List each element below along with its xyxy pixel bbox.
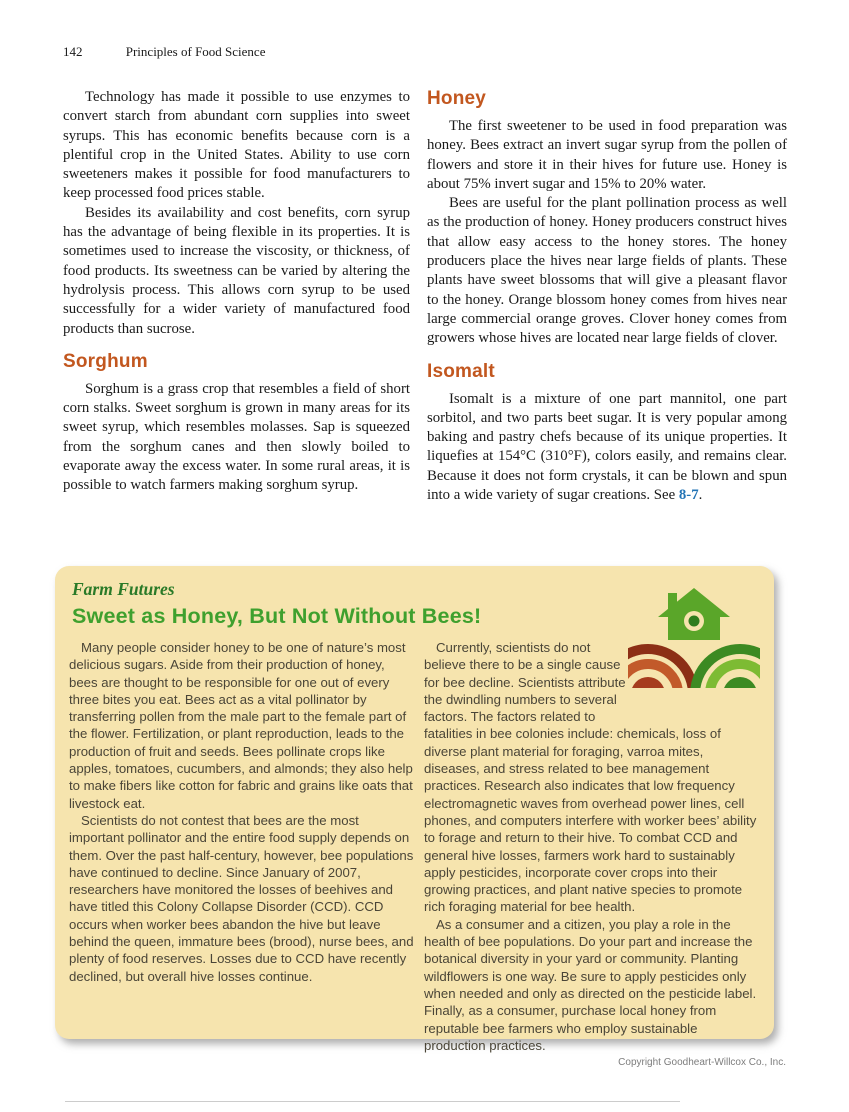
paragraph-isomalt — [427, 390, 787, 506]
feature-columns — [69, 639, 760, 1054]
section-heading-sorghum: Sorghum — [63, 350, 148, 372]
farm-house-fields-icon — [628, 586, 760, 688]
isomalt-text: Isomalt is a mixture of one part mannitol, one part sorbitol, and two parts beet sugar. It is very popular among baking and pastry chefs because of its unique properties. It liquefies at 154°C (310°F), colors easily, and remains clear. Because it does not form crystals, it can be blown and spun into a wide variety of sugar creations. See — [427, 390, 787, 504]
feature-paragraph-causes: Currently, scientists do not believe there to be a single cause for bee decline. Scientists attribute the dwindling numbers to several factors. The factors related to fatalities in bee colonies include: chemicals, loss of diverse plant material for foraging, varroa mites, diseases, and stress related to bee management practices. Research also indicates that low frequency electromagnetic waves from overhead power lines, cell phones, and computers interfere with worker bees’ ability to forage and return to their hive. To combat CCD and general hive losses, farmers work hard to sustainably apply pesticides, incorporate cover crops into their growing practices, and plant native species to promote rich foraging material for bee health. — [424, 640, 757, 915]
paragraph-corn-enzymes: Technology has made it possible to use enzymes to convert starch from abundant corn supplies into sweet syrups. This has economic benefits because corn is a plentiful crop in the United States. Ability to use corn sweeteners makes it possible for food manufacturers to keep processed food prices stable. — [63, 89, 410, 202]
feature-paragraph-consumer: As a consumer and a citizen, you play a role in the health of bee populations. Do your part and increase the botanical diversity in your yard or community. Planting wildflowers is one way. Be sure to apply pesticides only when needed and only as directed on the pesticide label. Finally, as a consumer, purchase local honey from reputable bee farmers who employ sustainable production practices. — [424, 916, 757, 1053]
right-text-column — [427, 88, 787, 505]
page-edge-line — [65, 1101, 680, 1102]
paragraph-corn-syrup-benefits: Besides its availability and cost benefits, corn syrup has the advantage of being flexible in its properties. It is sometimes used to increase the viscosity, or thickness, of food products. Its sweetness can be varied by altering the hydrolysis process. This allows corn syrup to be used successfully for a wider variety of manufactured food products than sucrose. — [63, 204, 410, 337]
running-head — [63, 44, 265, 60]
paragraph-honey-pollination: Bees are useful for the plant pollination process as well as the production of honey. Honey producers construct hives that allow easy access to the honey stores. The honey producers place the hives near large fields of plants. These plants have sweet blossoms that will give a pleasant flavor to the honey. Orange blossom honey comes from hives near large commercial orange groves. Clover honey comes from growers whose hives are located near large fields of clover. — [427, 195, 787, 347]
farm-futures-feature-box — [55, 566, 774, 1053]
copyright-notice: Copyright Goodheart-Willcox Co., Inc. — [618, 1057, 786, 1068]
figure-reference-8-7: 8-7 — [678, 487, 699, 504]
book-title: Principles of Food Science — [125, 44, 266, 59]
left-text-column — [63, 88, 410, 505]
section-heading-honey: Honey — [427, 88, 487, 109]
paragraph-honey-first: The first sweetener to be used in food preparation was honey. Bees extract an invert sugar syrup from the pollen of flowers and store it in their hives for future use. Honey is about 75% invert sugar and 15% to 20% water. — [427, 118, 787, 192]
feature-left-column — [69, 639, 415, 1054]
feature-title: Sweet as Honey, But Not Without Bees! — [72, 604, 482, 628]
feature-kicker: Farm Futures — [72, 579, 175, 599]
main-text — [63, 88, 787, 505]
field-rows — [628, 649, 760, 688]
page-number: 142 — [63, 44, 83, 59]
section-heading-isomalt: Isomalt — [427, 360, 495, 382]
paragraph-sorghum: Sorghum is a grass crop that resembles a field of short corn stalks. Sweet sorghum is grown in many areas for its sweet syrup, which resembles molasses. Sap is squeezed from the sorghum canes and then slowly boiled to evaporate away the excess water. In some rural areas, it is possible to watch farmers making sorghum syrup. — [63, 380, 410, 494]
feature-paragraph-ccd: Scientists do not contest that bees are the most important pollinator and the entire food supply depends on them. Over the past half-century, however, bee populations have continued to decline. Since January of 2007, researchers have monitored the losses of beehives and have titled this Colony Collapse Disorder (CCD). CCD occurs when worker bees abandon the hive but leave behind the queen, immature bees (brood), nurse bees, and plenty of food reserves. Losses due to CCD have recently declined, but overall hive losses continue. — [69, 812, 414, 984]
house-shape — [658, 588, 730, 640]
isomalt-period: . — [698, 487, 703, 504]
feature-paragraph-pollinator: Many people consider honey to be one of nature’s most delicious sugars. Aside from their production of honey, bees are thought to be responsible for one out of every three bites you eat. Bees act as a vital pollinator by transferring pollen from the male part to the female part of the flower. Fertilization, or plant reproduction, leads to the production of fruit and seeds. Bees pollinate crops like apples, tomatoes, cucumbers, and almonds; they also help to make fibers like cotton for fabric and grains like oats that livestock eat. — [69, 640, 413, 811]
feature-right-column — [424, 639, 760, 1054]
